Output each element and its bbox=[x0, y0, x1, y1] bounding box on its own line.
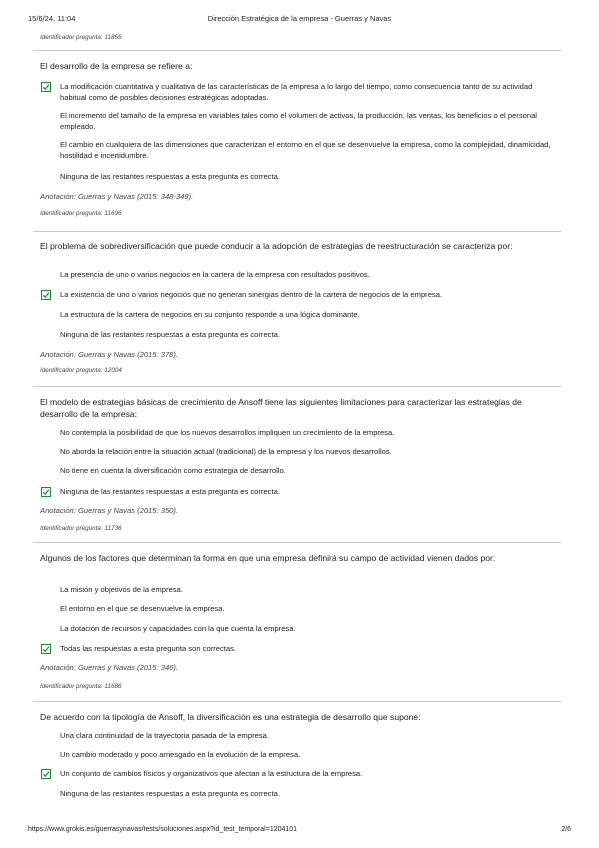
answer-option bbox=[33, 731, 561, 742]
question-id: Identificador pregunta: 11736 bbox=[40, 525, 122, 532]
page-number: 2/6 bbox=[561, 826, 571, 833]
option-text: Todas las respuestas a esta pregunta son correctas. bbox=[60, 644, 237, 653]
annotation: Anotación: Guerras y Navas (2015: 346). bbox=[40, 663, 179, 672]
answer-option bbox=[33, 585, 561, 596]
option bbox=[33, 310, 561, 321]
annotation: Anotación: Guerras y Navas (2015: 348-349). bbox=[40, 192, 194, 201]
option bbox=[33, 769, 561, 780]
question-id: Identificador pregunta: 11686 bbox=[40, 683, 122, 690]
option-text: La modificación cuantitativa y cualitativa de las características de la empresa a lo largo del tiempo, como consecuencia tanto de su actividad habitual como de posibles decisiones estratégicas adoptadas. bbox=[60, 82, 533, 102]
answer-option bbox=[33, 290, 561, 301]
option-text: La dotación de recursos y capacidades con la que cuenta la empresa. bbox=[60, 624, 296, 633]
question-block bbox=[33, 240, 561, 252]
check-icon bbox=[41, 487, 51, 497]
option bbox=[33, 487, 561, 498]
print-date: 15/6/24, 11:04 bbox=[28, 14, 76, 23]
option bbox=[33, 789, 561, 800]
option-text: La estructura de la cartera de negocios en su conjunto responde a una lógica dominante. bbox=[60, 310, 360, 319]
option-text: La misión y objetivos de la empresa. bbox=[60, 585, 183, 594]
divider bbox=[33, 386, 561, 387]
question-block bbox=[33, 60, 561, 72]
answer-option bbox=[33, 172, 561, 183]
option bbox=[33, 111, 561, 132]
answer-option bbox=[33, 624, 561, 635]
question-text: El modelo de estrategias básicas de crecimiento de Ansoff tiene las siguientes limitaciones para caracterizar las estrategias de desarrollo de la empresa: bbox=[40, 397, 522, 419]
option bbox=[33, 731, 561, 742]
option bbox=[33, 604, 561, 615]
option bbox=[33, 270, 561, 281]
option bbox=[33, 644, 561, 655]
answer-option bbox=[33, 330, 561, 341]
question-block bbox=[33, 552, 561, 564]
answer-option bbox=[33, 750, 561, 761]
check-icon bbox=[41, 644, 51, 654]
option bbox=[33, 140, 561, 161]
id-block bbox=[33, 525, 561, 532]
print-footer bbox=[28, 826, 571, 838]
option-text: La presencia de uno o varios negocios en la cartera de la empresa con resultados positivos. bbox=[60, 270, 370, 279]
annotation-block bbox=[33, 663, 561, 672]
id-block bbox=[33, 683, 561, 690]
divider bbox=[33, 701, 561, 702]
option bbox=[33, 624, 561, 635]
divider bbox=[33, 231, 561, 232]
annotation: Anotación: Guerras y Navas (2015: 350). bbox=[40, 506, 179, 515]
option bbox=[33, 82, 561, 103]
option-text: El incremento del tamaño de la empresa en variables tales como el volumen de activos, la producción, las ventas, los beneficios o el personal empleado. bbox=[60, 111, 537, 131]
answer-option bbox=[33, 111, 561, 132]
answer-option bbox=[33, 82, 561, 103]
question-block bbox=[33, 396, 561, 420]
question-id: Identificador pregunta: 12004 bbox=[40, 367, 122, 374]
option-text: El entorno en el que se desenvuelve la empresa. bbox=[60, 604, 225, 613]
option-text: Un cambio moderado y poco arriesgado en la evolución de la empresa. bbox=[60, 750, 301, 759]
print-header bbox=[28, 14, 571, 26]
option-text: Un conjunto de cambios físicos y organizativos que afectan a la estructura de la empresa. bbox=[60, 769, 363, 778]
option bbox=[33, 585, 561, 596]
option-text: La existencia de uno o varios negocios que no generan sinergias dentro de la cartera de negocios de la empresa. bbox=[60, 290, 443, 299]
option-text: Ninguna de las restantes respuestas a esta pregunta es correcta. bbox=[60, 172, 280, 181]
option-text: No contempla la posibilidad de que los nuevos desarrollos impliquen un crecimiento de la empresa. bbox=[60, 428, 395, 437]
option-text: Ninguna de las restantes respuestas a esta pregunta es correcta. bbox=[60, 487, 280, 496]
answer-option bbox=[33, 310, 561, 321]
answer-option bbox=[33, 270, 561, 281]
check-icon bbox=[41, 769, 51, 779]
option bbox=[33, 290, 561, 301]
check-icon bbox=[41, 82, 51, 92]
divider bbox=[33, 542, 561, 543]
option bbox=[33, 330, 561, 341]
annotation-block bbox=[33, 350, 561, 359]
annotation-block bbox=[33, 192, 561, 201]
divider bbox=[33, 50, 561, 51]
answer-option bbox=[33, 487, 561, 498]
option bbox=[33, 447, 561, 458]
answer-option bbox=[33, 789, 561, 800]
check-icon bbox=[41, 290, 51, 300]
option-text: No aborda la relación entre la situación actual (tradicional) de la empresa y los nuevos desarrollos. bbox=[60, 447, 392, 456]
option-text: Una clara continuidad de la trayectoria pasada de la empresa. bbox=[60, 731, 269, 740]
annotation-block bbox=[33, 506, 561, 515]
answer-option bbox=[33, 447, 561, 458]
option bbox=[33, 428, 561, 439]
option bbox=[33, 172, 561, 183]
id-block bbox=[33, 367, 561, 374]
question-text: Algunos de los factores que determinan la forma en que una empresa definirá su campo de actividad vienen dados por: bbox=[40, 553, 496, 563]
answer-option bbox=[33, 644, 561, 655]
option bbox=[33, 466, 561, 477]
option bbox=[33, 750, 561, 761]
answer-option bbox=[33, 428, 561, 439]
option-text: Ninguna de las restantes respuestas a esta pregunta es correcta. bbox=[60, 330, 280, 339]
option-text: Ninguna de las restantes respuestas a esta pregunta es correcta. bbox=[60, 789, 280, 798]
page-url[interactable]: https://www.grokis.es/guerrasynavas/tests/soluciones.aspx?id_test_temporal=1204101 bbox=[28, 826, 298, 833]
option-text: El cambio en cualquiera de las dimensiones que caracterizan el entorno en el que se desenvuelve la empresa, como la complejidad, dinamicidad, hostilidad e incertidumbre. bbox=[60, 140, 551, 160]
print-title: Dirección Estratégica de la empresa - Guerras y Navas bbox=[207, 14, 392, 23]
question-id: Identificador pregunta: 11696 bbox=[40, 210, 122, 217]
answer-option bbox=[33, 140, 561, 161]
option-text: No tiene en cuenta la diversificación como estrategia de desarrollo. bbox=[60, 466, 286, 475]
question-text: El problema de sobrediversificación que puede conducir a la adopción de estrategias de reestructuración se caracteriza por: bbox=[40, 241, 513, 251]
annotation: Anotación: Guerras y Navas (2015: 378). bbox=[40, 350, 179, 359]
answer-option bbox=[33, 769, 561, 780]
question-id: Identificador pregunta: 11855 bbox=[40, 34, 122, 41]
answer-option bbox=[33, 466, 561, 477]
answer-option bbox=[33, 604, 561, 615]
question-text: El desarrollo de la empresa se refiere a: bbox=[40, 61, 193, 71]
question-block bbox=[33, 711, 561, 723]
question-text: De acuerdo con la tipología de Ansoff, la diversificación es una estrategia de desarrollo que supone: bbox=[40, 712, 421, 722]
id-block bbox=[33, 210, 561, 217]
